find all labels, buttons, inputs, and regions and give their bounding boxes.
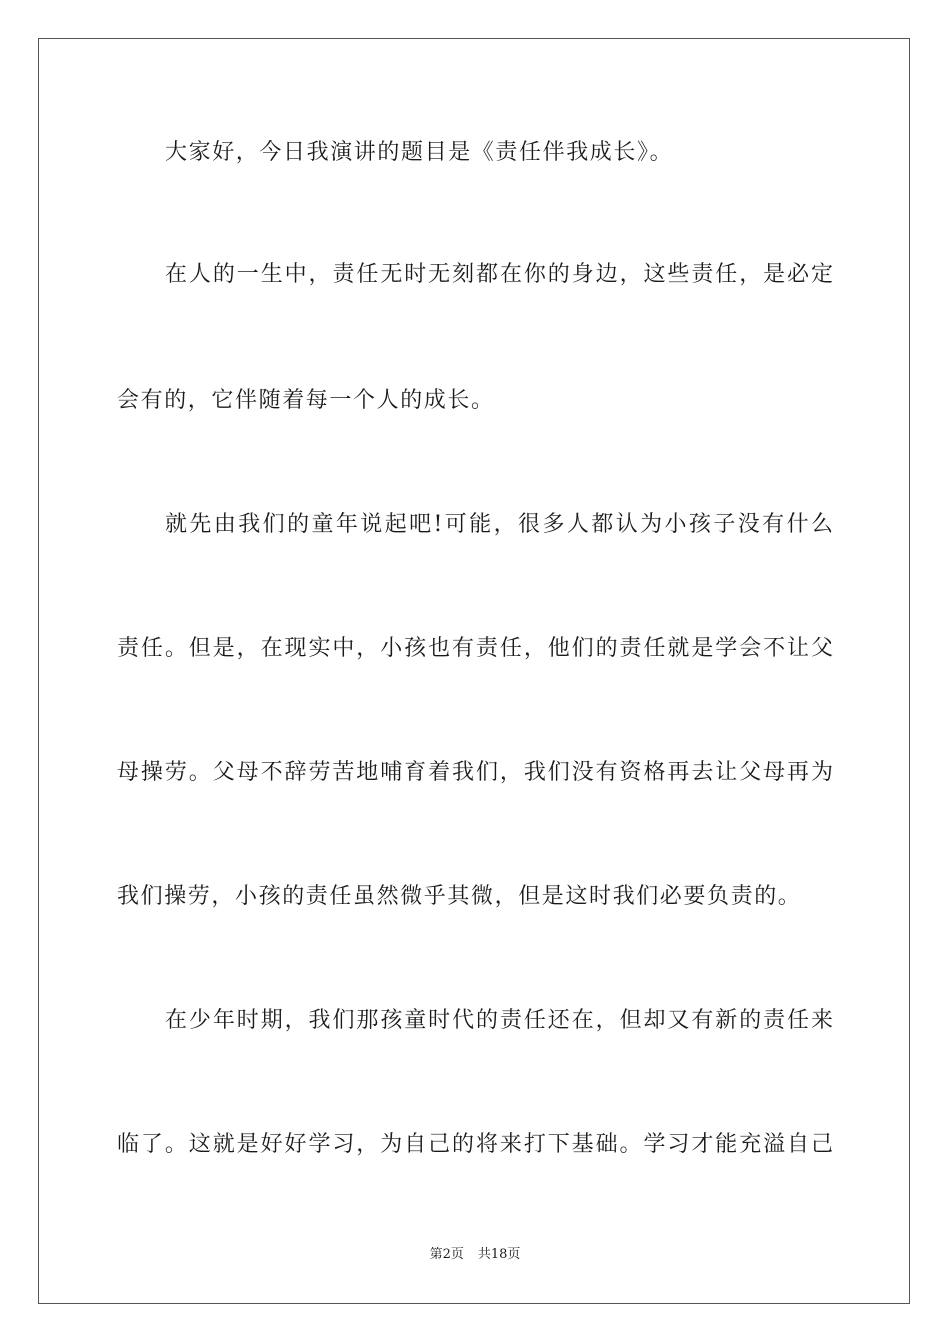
page-footer xyxy=(0,1246,950,1264)
paragraph-line: 大家好，今日我演讲的题目是《责任伴我成长》。 xyxy=(165,140,674,165)
paragraph-line: 我们操劳，小孩的责任虽然微乎其微，但是这时我们必要负责的。 xyxy=(117,884,802,909)
paragraph-line: 在人的一生中，责任无时无刻都在你的身边，这些责任，是必定 xyxy=(165,262,833,287)
paragraph-line: 就先由我们的童年说起吧!可能，很多人都认为小孩子没有什么 xyxy=(165,512,833,537)
paragraph-line: 在少年时期，我们那孩童时代的责任还在，但却又有新的责任来 xyxy=(165,1008,833,1033)
page-frame xyxy=(38,38,910,1304)
page-number: 第2页 xyxy=(429,1247,464,1262)
paragraph-line: 母操劳。父母不辞劳苦地哺育着我们，我们没有资格再去让父母再为 xyxy=(117,760,833,785)
paragraph-line: 会有的，它伴随着每一个人的成长。 xyxy=(117,388,495,413)
paragraph-line: 责任。但是，在现实中，小孩也有责任，他们的责任就是学会不让父 xyxy=(117,636,833,661)
paragraph-line: 临了。这就是好好学习，为自己的将来打下基础。学习才能充溢自己 xyxy=(117,1132,833,1157)
page-total: 共18页 xyxy=(477,1247,521,1262)
